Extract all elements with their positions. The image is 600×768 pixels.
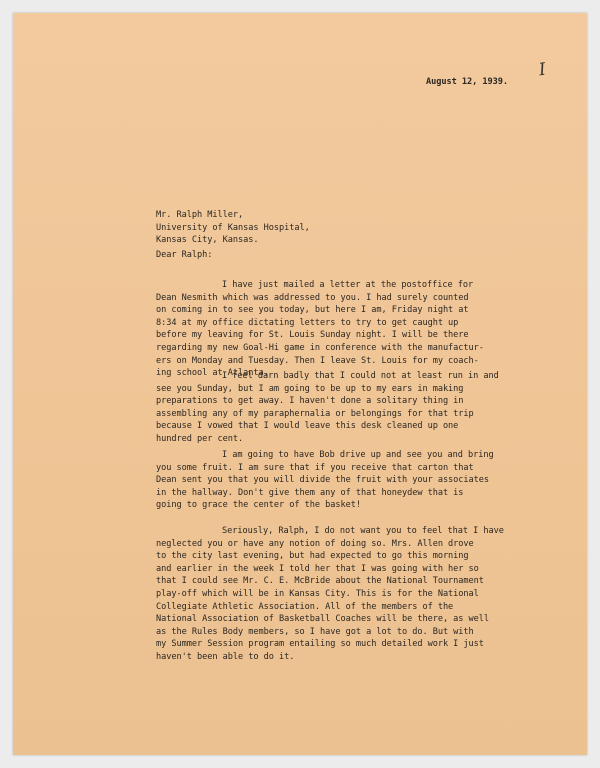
text-line: assembling any of my paraphernalia or belongings for that trip bbox=[156, 408, 474, 419]
text-line: ers on Monday and Tuesday. Then I leave St. Louis for my coach- bbox=[156, 355, 479, 366]
letter-page bbox=[13, 13, 587, 755]
text-line: because I vowed that I would leave this desk cleaned up one bbox=[156, 421, 459, 432]
text-line: on coming in to see you today, but here I am, Friday night at bbox=[156, 305, 469, 316]
text-line: preparations to get away. I haven't done a solitary thing in bbox=[156, 396, 464, 407]
paragraph-1 bbox=[156, 279, 484, 380]
text-line: Seriously, Ralph, I do not want you to feel that I have bbox=[222, 526, 504, 536]
text-line: ing school at Atlanta. bbox=[156, 368, 269, 379]
text-line: play-off which will be in Kansas City. This is for the National bbox=[156, 588, 479, 599]
text-line: my Summer Session program entailing so much detailed work I just bbox=[156, 639, 484, 650]
address-line: Mr. Ralph Miller, bbox=[156, 210, 244, 220]
text-line: that I could see Mr. C. E. McBride about the National Tournament bbox=[156, 576, 484, 587]
text-line: as the Rules Body members, so I have got a lot to do. But with bbox=[156, 626, 474, 637]
paragraph-4 bbox=[156, 525, 504, 664]
text-line: 8:34 at my office dictating letters to try to get caught up bbox=[156, 317, 459, 328]
text-line: in the hallway. Don't give them any of that honeydew that is bbox=[156, 487, 464, 498]
paragraph-2 bbox=[156, 370, 499, 446]
text-line: hundred per cent. bbox=[156, 433, 244, 444]
paragraph-3 bbox=[156, 449, 494, 512]
text-line: see you Sunday, but I am going to be up to my ears in making bbox=[156, 383, 464, 394]
recipient-address bbox=[156, 209, 310, 247]
text-line: I have just mailed a letter at the postoffice for bbox=[222, 280, 474, 290]
text-line: Dean sent you that you will divide the fruit with your associates bbox=[156, 475, 490, 486]
text-line: neglected you or have any notion of doing so. Mrs. Allen drove bbox=[156, 538, 474, 549]
text-line: I am going to have Bob drive up and see you and bring bbox=[222, 450, 494, 460]
text-line: before my leaving for St. Louis Sunday night. I will be there bbox=[156, 330, 469, 341]
text-line: I feel darn badly that I could not at least run in and bbox=[222, 371, 499, 381]
text-line: to the city last evening, but had expected to go this morning bbox=[156, 551, 469, 562]
letter-date: August 12, 1939. bbox=[426, 77, 508, 87]
text-line: going to grace the center of the basket! bbox=[156, 500, 361, 511]
text-line: haven't been able to do it. bbox=[156, 651, 295, 662]
salutation: Dear Ralph: bbox=[156, 250, 213, 260]
text-line: and earlier in the week I told her that I was going with her so bbox=[156, 563, 479, 574]
text-line: you some fruit. I am sure that if you receive that carton that bbox=[156, 462, 474, 473]
handwritten-mark: I bbox=[537, 59, 548, 81]
text-line: National Association of Basketball Coaches will be there, as well bbox=[156, 614, 490, 625]
text-line: regarding my new Goal-Hi game in conference with the manufactur- bbox=[156, 342, 484, 353]
address-line: University of Kansas Hospital, bbox=[156, 222, 310, 233]
address-line: Kansas City, Kansas. bbox=[156, 235, 259, 246]
text-line: Collegiate Athletic Association. All of the members of the bbox=[156, 601, 454, 612]
text-line: Dean Nesmith which was addressed to you. I had surely counted bbox=[156, 292, 469, 303]
